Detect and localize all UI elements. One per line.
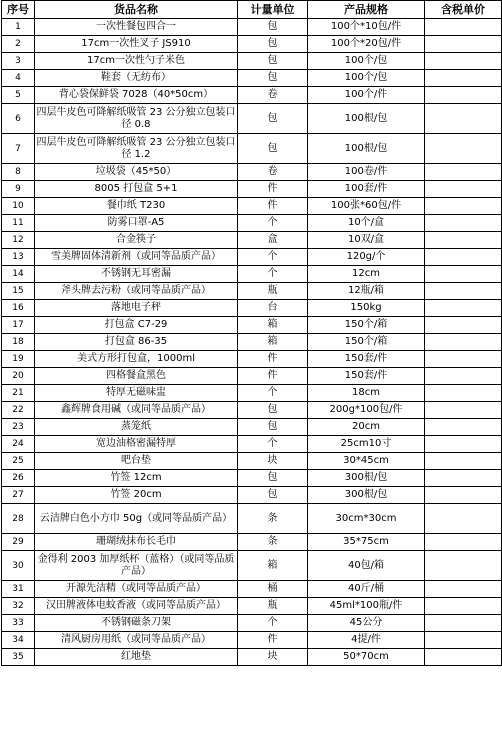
row-unit: 条 bbox=[238, 504, 308, 534]
header-price: 含税单价 bbox=[425, 1, 502, 19]
row-price bbox=[425, 649, 502, 666]
table-row bbox=[2, 368, 502, 385]
row-index: 31 bbox=[2, 581, 35, 598]
table-row bbox=[2, 402, 502, 419]
row-name: 云洁牌白色小方巾 50g（或同等品质产品） bbox=[35, 504, 238, 534]
row-name: 不锈钢磁条刀架 bbox=[35, 615, 238, 632]
row-name: 美式方形打包盒，1000ml bbox=[35, 351, 238, 368]
row-name: 四层牛皮色可降解纸吸管 23 公分独立包装口径 0.8 bbox=[35, 104, 238, 134]
row-index: 11 bbox=[2, 215, 35, 232]
row-index: 23 bbox=[2, 419, 35, 436]
row-spec: 12瓶/箱 bbox=[308, 283, 425, 300]
table-row bbox=[2, 36, 502, 53]
row-name: 雪美牌固体清新剂（或同等品质产品） bbox=[35, 249, 238, 266]
row-unit: 箱 bbox=[238, 334, 308, 351]
row-name: 打包盒 86-35 bbox=[35, 334, 238, 351]
row-price bbox=[425, 368, 502, 385]
row-price bbox=[425, 351, 502, 368]
row-index: 4 bbox=[2, 70, 35, 87]
row-index: 22 bbox=[2, 402, 35, 419]
row-spec: 30*45cm bbox=[308, 453, 425, 470]
row-unit: 盒 bbox=[238, 232, 308, 249]
header-spec: 产品规格 bbox=[308, 1, 425, 19]
row-price bbox=[425, 53, 502, 70]
row-spec: 100卷/件 bbox=[308, 164, 425, 181]
row-price bbox=[425, 453, 502, 470]
row-spec: 300根/包 bbox=[308, 470, 425, 487]
table-row bbox=[2, 266, 502, 283]
table-row bbox=[2, 53, 502, 70]
row-name: 竹签 12cm bbox=[35, 470, 238, 487]
row-price bbox=[425, 266, 502, 283]
table-row bbox=[2, 436, 502, 453]
row-unit: 包 bbox=[238, 53, 308, 70]
table-row bbox=[2, 534, 502, 551]
row-spec: 25cm10寸 bbox=[308, 436, 425, 453]
row-price bbox=[425, 181, 502, 198]
row-price bbox=[425, 334, 502, 351]
row-unit: 台 bbox=[238, 300, 308, 317]
row-index: 9 bbox=[2, 181, 35, 198]
row-spec: 100个/包 bbox=[308, 70, 425, 87]
row-price bbox=[425, 36, 502, 53]
table-row bbox=[2, 615, 502, 632]
row-name: 珊瑚绒抹布长毛巾 bbox=[35, 534, 238, 551]
row-spec: 30cm*30cm bbox=[308, 504, 425, 534]
row-spec: 150个/箱 bbox=[308, 317, 425, 334]
row-index: 18 bbox=[2, 334, 35, 351]
row-unit: 块 bbox=[238, 453, 308, 470]
table-row bbox=[2, 632, 502, 649]
table-row bbox=[2, 181, 502, 198]
row-price bbox=[425, 598, 502, 615]
row-name: 宽边油格密漏特厚 bbox=[35, 436, 238, 453]
table-row bbox=[2, 487, 502, 504]
row-unit: 件 bbox=[238, 351, 308, 368]
table-row bbox=[2, 419, 502, 436]
row-spec: 20cm bbox=[308, 419, 425, 436]
row-price bbox=[425, 19, 502, 36]
table-row bbox=[2, 164, 502, 181]
table-row bbox=[2, 649, 502, 666]
row-name: 红地垫 bbox=[35, 649, 238, 666]
row-name: 鑫辉牌食用碱（或同等品质产品） bbox=[35, 402, 238, 419]
table-row bbox=[2, 134, 502, 164]
row-spec: 200g*100包/件 bbox=[308, 402, 425, 419]
row-name: 不锈钢无耳密漏 bbox=[35, 266, 238, 283]
row-price bbox=[425, 534, 502, 551]
row-spec: 100根/包 bbox=[308, 104, 425, 134]
row-price bbox=[425, 551, 502, 581]
row-spec: 150个/箱 bbox=[308, 334, 425, 351]
row-spec: 100张*60包/件 bbox=[308, 198, 425, 215]
row-index: 14 bbox=[2, 266, 35, 283]
row-price bbox=[425, 134, 502, 164]
row-index: 34 bbox=[2, 632, 35, 649]
row-name: 四层牛皮色可降解纸吸管 23 公分独立包装口径 1.2 bbox=[35, 134, 238, 164]
row-name: 特厚无磁味盅 bbox=[35, 385, 238, 402]
row-index: 25 bbox=[2, 453, 35, 470]
header-index: 序号 bbox=[2, 1, 35, 19]
row-unit: 件 bbox=[238, 632, 308, 649]
table-body bbox=[2, 19, 502, 666]
price-table bbox=[1, 0, 502, 666]
row-unit: 个 bbox=[238, 615, 308, 632]
row-name: 落地电子秤 bbox=[35, 300, 238, 317]
row-name: 四格餐盒黑色 bbox=[35, 368, 238, 385]
row-price bbox=[425, 70, 502, 87]
row-unit: 包 bbox=[238, 70, 308, 87]
row-index: 5 bbox=[2, 87, 35, 104]
row-name: 开源先洁精（或同等品质产品） bbox=[35, 581, 238, 598]
row-price bbox=[425, 104, 502, 134]
row-spec: 18cm bbox=[308, 385, 425, 402]
table-row bbox=[2, 504, 502, 534]
row-spec: 100个/件 bbox=[308, 87, 425, 104]
row-index: 8 bbox=[2, 164, 35, 181]
row-unit: 件 bbox=[238, 368, 308, 385]
row-price bbox=[425, 419, 502, 436]
row-unit: 件 bbox=[238, 198, 308, 215]
row-spec: 100个/包 bbox=[308, 53, 425, 70]
row-unit: 卷 bbox=[238, 87, 308, 104]
row-price bbox=[425, 215, 502, 232]
table-row bbox=[2, 300, 502, 317]
row-price bbox=[425, 198, 502, 215]
row-price bbox=[425, 87, 502, 104]
row-unit: 包 bbox=[238, 134, 308, 164]
row-spec: 100个*20包/件 bbox=[308, 36, 425, 53]
row-unit: 瓶 bbox=[238, 598, 308, 615]
row-unit: 个 bbox=[238, 249, 308, 266]
table-row bbox=[2, 385, 502, 402]
row-name: 汉田牌液体电蚊香液（或同等品质产品） bbox=[35, 598, 238, 615]
row-price bbox=[425, 402, 502, 419]
table-row bbox=[2, 334, 502, 351]
row-price bbox=[425, 470, 502, 487]
table-row bbox=[2, 551, 502, 581]
row-spec: 10个/盒 bbox=[308, 215, 425, 232]
row-price bbox=[425, 632, 502, 649]
row-index: 27 bbox=[2, 487, 35, 504]
row-index: 20 bbox=[2, 368, 35, 385]
table-row bbox=[2, 470, 502, 487]
row-index: 16 bbox=[2, 300, 35, 317]
row-unit: 桶 bbox=[238, 581, 308, 598]
row-price bbox=[425, 504, 502, 534]
row-index: 21 bbox=[2, 385, 35, 402]
row-name: 防雾口罩-A5 bbox=[35, 215, 238, 232]
row-name: 17cm一次性叉子 JS910 bbox=[35, 36, 238, 53]
table-row bbox=[2, 249, 502, 266]
row-name: 垃圾袋（45*50） bbox=[35, 164, 238, 181]
table-row bbox=[2, 70, 502, 87]
row-price bbox=[425, 615, 502, 632]
row-unit: 个 bbox=[238, 266, 308, 283]
row-spec: 100套/件 bbox=[308, 181, 425, 198]
row-price bbox=[425, 283, 502, 300]
table-row bbox=[2, 598, 502, 615]
row-spec: 45ml*100瓶/件 bbox=[308, 598, 425, 615]
row-unit: 包 bbox=[238, 402, 308, 419]
row-unit: 瓶 bbox=[238, 283, 308, 300]
row-price bbox=[425, 436, 502, 453]
row-unit: 包 bbox=[238, 19, 308, 36]
row-name: 一次性餐包四合一 bbox=[35, 19, 238, 36]
row-name: 蒸笼纸 bbox=[35, 419, 238, 436]
row-name: 竹签 20cm bbox=[35, 487, 238, 504]
row-index: 30 bbox=[2, 551, 35, 581]
row-spec: 40包/箱 bbox=[308, 551, 425, 581]
row-price bbox=[425, 164, 502, 181]
row-unit: 包 bbox=[238, 487, 308, 504]
row-index: 24 bbox=[2, 436, 35, 453]
row-unit: 卷 bbox=[238, 164, 308, 181]
table-row bbox=[2, 104, 502, 134]
row-name: 背心袋保鲜袋 7028（40*50cm） bbox=[35, 87, 238, 104]
table-row bbox=[2, 215, 502, 232]
row-spec: 4提/件 bbox=[308, 632, 425, 649]
row-index: 7 bbox=[2, 134, 35, 164]
row-index: 29 bbox=[2, 534, 35, 551]
table-row bbox=[2, 232, 502, 249]
row-index: 1 bbox=[2, 19, 35, 36]
table-row bbox=[2, 198, 502, 215]
row-spec: 150套/件 bbox=[308, 351, 425, 368]
row-index: 3 bbox=[2, 53, 35, 70]
row-index: 17 bbox=[2, 317, 35, 334]
row-name: 清风厨房用纸（或同等品质产品） bbox=[35, 632, 238, 649]
table-row bbox=[2, 317, 502, 334]
table-row bbox=[2, 283, 502, 300]
row-unit: 个 bbox=[238, 215, 308, 232]
row-spec: 45公分 bbox=[308, 615, 425, 632]
row-price bbox=[425, 385, 502, 402]
row-unit: 件 bbox=[238, 181, 308, 198]
row-price bbox=[425, 300, 502, 317]
row-index: 28 bbox=[2, 504, 35, 534]
header-row bbox=[2, 1, 502, 19]
row-unit: 箱 bbox=[238, 317, 308, 334]
row-index: 15 bbox=[2, 283, 35, 300]
row-spec: 150套/件 bbox=[308, 368, 425, 385]
row-spec: 10双/盒 bbox=[308, 232, 425, 249]
row-index: 33 bbox=[2, 615, 35, 632]
row-spec: 150kg bbox=[308, 300, 425, 317]
table-row bbox=[2, 351, 502, 368]
table-row bbox=[2, 87, 502, 104]
header-unit: 计量单位 bbox=[238, 1, 308, 19]
row-index: 2 bbox=[2, 36, 35, 53]
header-name: 货品名称 bbox=[35, 1, 238, 19]
row-name: 8005 打包盒 5+1 bbox=[35, 181, 238, 198]
row-unit: 包 bbox=[238, 470, 308, 487]
row-unit: 条 bbox=[238, 534, 308, 551]
row-spec: 100个*10包/件 bbox=[308, 19, 425, 36]
row-index: 10 bbox=[2, 198, 35, 215]
row-index: 6 bbox=[2, 104, 35, 134]
row-name: 餐巾纸 T230 bbox=[35, 198, 238, 215]
table-row bbox=[2, 453, 502, 470]
row-unit: 块 bbox=[238, 649, 308, 666]
row-price bbox=[425, 249, 502, 266]
row-index: 19 bbox=[2, 351, 35, 368]
row-unit: 个 bbox=[238, 436, 308, 453]
row-spec: 35*75cm bbox=[308, 534, 425, 551]
row-spec: 120g/个 bbox=[308, 249, 425, 266]
row-index: 26 bbox=[2, 470, 35, 487]
row-spec: 100根/包 bbox=[308, 134, 425, 164]
row-price bbox=[425, 317, 502, 334]
row-price bbox=[425, 581, 502, 598]
row-name: 17cm一次性勺子米色 bbox=[35, 53, 238, 70]
row-unit: 包 bbox=[238, 36, 308, 53]
row-name: 合金筷子 bbox=[35, 232, 238, 249]
row-unit: 包 bbox=[238, 419, 308, 436]
row-spec: 50*70cm bbox=[308, 649, 425, 666]
table-row bbox=[2, 19, 502, 36]
row-name: 鞋套（无纺布） bbox=[35, 70, 238, 87]
row-index: 13 bbox=[2, 249, 35, 266]
row-spec: 12cm bbox=[308, 266, 425, 283]
row-spec: 300根/包 bbox=[308, 487, 425, 504]
row-index: 12 bbox=[2, 232, 35, 249]
row-price bbox=[425, 232, 502, 249]
row-name: 打包盒 C7-29 bbox=[35, 317, 238, 334]
row-name: 吧台垫 bbox=[35, 453, 238, 470]
row-name: 金得利 2003 加厚纸杯（蓝格）（或同等品质产品） bbox=[35, 551, 238, 581]
table-row bbox=[2, 581, 502, 598]
row-price bbox=[425, 487, 502, 504]
row-unit: 包 bbox=[238, 104, 308, 134]
row-spec: 40斤/桶 bbox=[308, 581, 425, 598]
row-unit: 个 bbox=[238, 385, 308, 402]
row-index: 35 bbox=[2, 649, 35, 666]
row-index: 32 bbox=[2, 598, 35, 615]
row-unit: 箱 bbox=[238, 551, 308, 581]
row-name: 斧头牌去污粉（或同等品质产品） bbox=[35, 283, 238, 300]
